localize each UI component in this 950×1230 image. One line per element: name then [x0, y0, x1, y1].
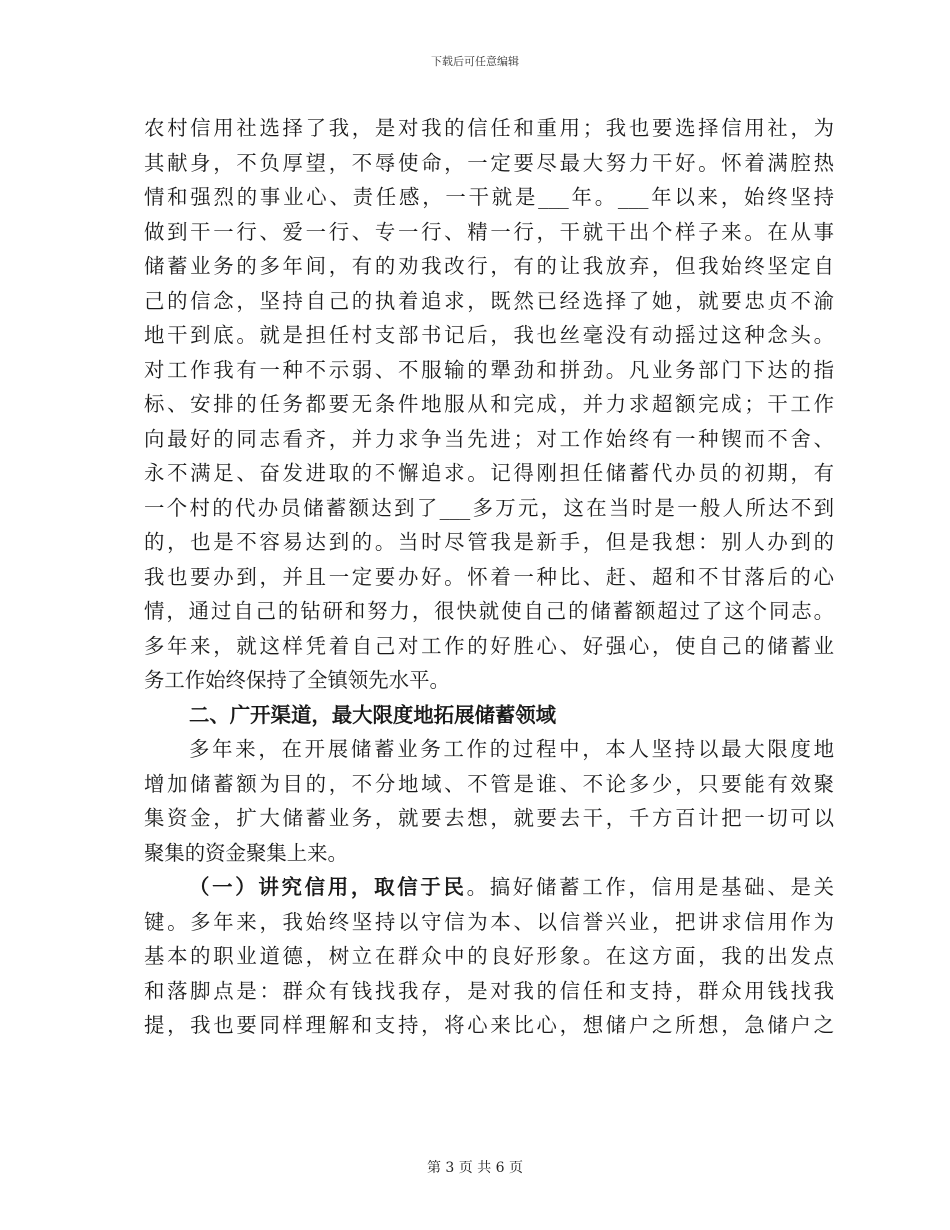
subsection-heading: （一）讲究信用，取信于民: [189, 875, 467, 899]
paragraph-line: 提，我也要同样理解和支持，将心来比心，想储户之所想，急储户之: [144, 1013, 834, 1037]
paragraph-line: 增加储蓄额为目的，不分地域、不管是谁、不论多少，只要能有效聚: [144, 771, 834, 796]
paragraph-line: 永不满足、奋发进取的不懈追求。记得刚担任储蓄代办员的初期，有: [144, 461, 834, 485]
page-header: 下载后可任意编辑: [431, 55, 519, 68]
paragraph-line: 情和强烈的事业心、责任感，一干就是___年。___年以来，始终坚持: [144, 185, 834, 209]
paragraph-line: 标、安排的任务都要无条件地服从和完成，并力求超额完成；干工作: [144, 392, 834, 416]
paragraph-line: 务工作始终保持了全镇领先水平。: [144, 668, 450, 692]
paragraph-line: 农村信用社选择了我，是对我的信任和重用；我也要选择信用社，为: [144, 116, 834, 140]
paragraph-line: 做到干一行、爱一行、专一行、精一行，干就干出个样子来。在从事: [144, 219, 834, 244]
paragraph-line: 多年来，在开展储蓄业务工作的过程中，本人坚持以最大限度地: [189, 737, 834, 761]
paragraph-line: 地干到底。就是担任村支部书记后，我也丝毫没有动摇过这种念头。: [144, 323, 834, 347]
subsection-line-rest: 。搞好储蓄工作，信用是基础、是关: [466, 875, 835, 899]
paragraph-line: 的，也是不容易达到的。当时尽管我是新手，但是我想：别人办到的: [144, 530, 834, 554]
paragraph-line: 一个村的代办员储蓄额达到了___多万元，这在当时是一般人所达不到: [144, 495, 834, 520]
paragraph-line: 多年来，就这样凭着自己对工作的好胜心、好强心，使自己的储蓄业: [144, 633, 834, 658]
subsection-first-line: [144, 870, 834, 905]
paragraph-line: 其献身，不负厚望，不辱使命，一定要尽最大努力干好。怀着满腔热: [144, 150, 834, 175]
paragraph-line: 基本的职业道德，树立在群众中的良好形象。在这方面，我的出发点: [144, 944, 834, 968]
paragraph-line: 和落脚点是：群众有钱找我存，是对我的信任和支持，群众用钱找我: [144, 978, 834, 1003]
paragraph-line: 储蓄业务的多年间，有的劝我改行，有的让我放弃，但我始终坚定自: [144, 254, 834, 278]
paragraph-line: 我也要办到，并且一定要办好。怀着一种比、赶、超和不甘落后的心: [144, 564, 834, 589]
page-footer: 第 3 页 共 6 页: [426, 1160, 524, 1176]
paragraph-line: 键。多年来，我始终坚持以守信为本、以信誉兴业，把讲求信用作为: [144, 909, 834, 934]
section-heading: 二、广开渠道，最大限度地拓展储蓄领域: [189, 702, 557, 727]
paragraph-line: 集资金，扩大储蓄业务，就要去想，就要去干，千方百计把一切可以: [144, 806, 834, 830]
paragraph-line: 对工作我有一种不示弱、不服输的犟劲和拼劲。凡业务部门下达的指: [144, 357, 834, 382]
document-body: [144, 111, 834, 1043]
paragraph-line: 向最好的同志看齐，并力求争当先进；对工作始终有一种锲而不舍、: [144, 426, 834, 451]
paragraph-line: 己的信念，坚持自己的执着追求，既然已经选择了她，就要忠贞不渝: [144, 288, 834, 313]
paragraph-line: 聚集的资金聚集上来。: [144, 840, 348, 865]
paragraph-line: 情，通过自己的钻研和努力，很快就使自己的储蓄额超过了这个同志。: [144, 599, 834, 623]
